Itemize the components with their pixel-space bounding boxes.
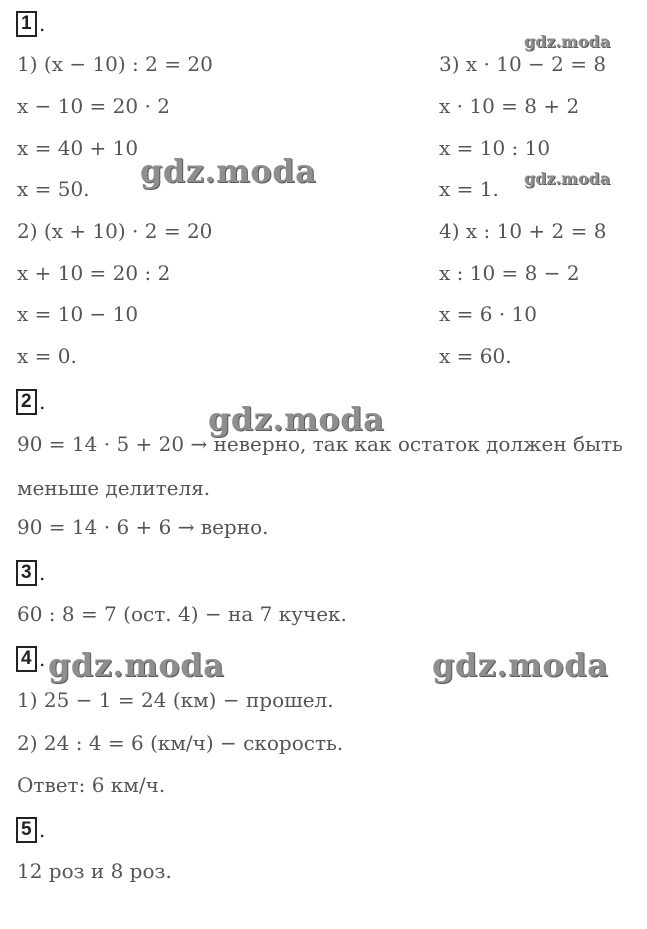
task1-left-line-4: x = 50.: [17, 177, 90, 201]
task1-right-line-6: x : 10 = 8 − 2: [439, 261, 580, 285]
task1-left-line-5: 2) (x + 10) · 2 = 20: [17, 219, 213, 243]
task4-line-2: 2) 24 : 4 = 6 (км/ч) − скорость.: [17, 731, 344, 755]
task-number-dot: .: [39, 818, 46, 842]
watermark: gdz.moda: [140, 152, 317, 190]
task1-right-line-2: x · 10 = 8 + 2: [439, 94, 580, 118]
task-number-dot: .: [39, 390, 46, 414]
task-number-4: 4: [16, 646, 37, 672]
task-number-dot: .: [39, 561, 46, 585]
task1-right-line-5: 4) x : 10 + 2 = 8: [439, 219, 607, 243]
task-number-5: 5: [16, 817, 37, 843]
watermark: gdz.moda: [432, 646, 609, 684]
task1-left-line-3: x = 40 + 10: [17, 136, 139, 160]
task1-right-line-4: x = 1.: [439, 177, 499, 201]
task5-line-1: 12 роз и 8 роз.: [17, 859, 172, 883]
watermark: gdz.moda: [208, 400, 385, 438]
watermark: gdz.moda: [48, 646, 225, 684]
task1-left-line-8: x = 0.: [17, 344, 77, 368]
task2-line-2: меньше делителя.: [17, 476, 211, 500]
task1-left-line-2: x − 10 = 20 · 2: [17, 94, 170, 118]
task1-right-line-3: x = 10 : 10: [439, 136, 551, 160]
task1-right-line-1: 3) x · 10 − 2 = 8: [439, 52, 607, 76]
task3-line-1: 60 : 8 = 7 (ост. 4) − на 7 кучек.: [17, 602, 347, 626]
task1-right-line-7: x = 6 · 10: [439, 302, 537, 326]
watermark: gdz.moda: [524, 169, 611, 188]
task-number-1: 1: [16, 11, 37, 37]
task1-left-line-1: 1) (x − 10) : 2 = 20: [17, 52, 213, 76]
task2-line-3: 90 = 14 · 6 + 6 → верно.: [17, 515, 269, 539]
task-number-3: 3: [16, 560, 37, 586]
task4-line-1: 1) 25 − 1 = 24 (км) − прошел.: [17, 688, 334, 712]
task2-line-1: 90 = 14 · 5 + 20 → неверно, так как остаток должен быть: [17, 432, 623, 456]
watermark: gdz.moda: [524, 32, 611, 51]
task1-left-line-6: x + 10 = 20 : 2: [17, 261, 171, 285]
task1-right-line-8: x = 60.: [439, 344, 512, 368]
task1-left-line-7: x = 10 − 10: [17, 302, 139, 326]
task-number-dot: .: [39, 647, 46, 671]
task4-line-3: Ответ: 6 км/ч.: [17, 773, 166, 797]
task-number-2: 2: [16, 389, 37, 415]
task-number-dot: .: [39, 12, 46, 36]
